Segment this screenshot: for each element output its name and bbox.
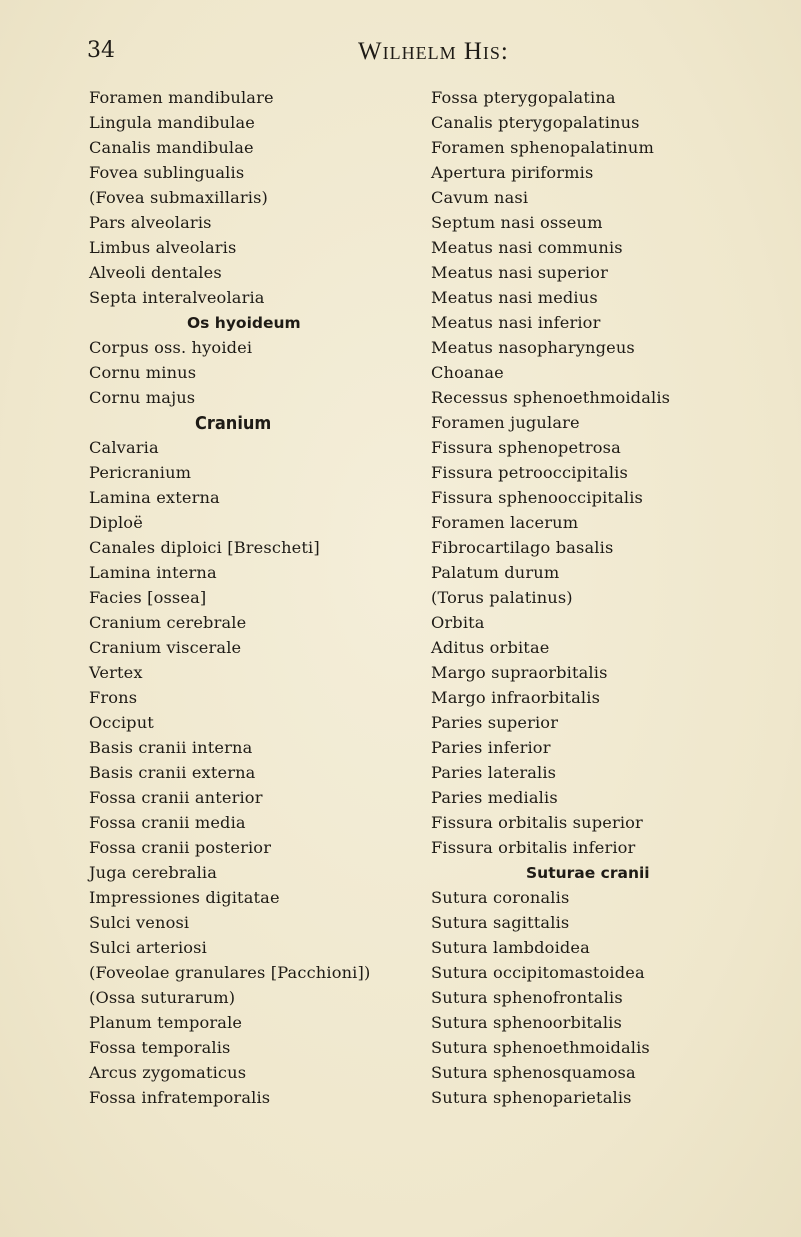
- term-entry: Canalis pterygopalatinus: [431, 113, 640, 132]
- term-entry: Canalis mandibulae: [89, 138, 254, 157]
- section-heading: Cranium: [195, 413, 272, 434]
- term-entry: Meatus nasopharyngeus: [431, 338, 635, 357]
- term-entry: Fossa temporalis: [89, 1038, 231, 1057]
- term-entry: Sutura occipitomastoidea: [431, 963, 645, 982]
- right-column: [431, 85, 791, 1110]
- term-entry: Fibrocartilago basalis: [431, 538, 614, 557]
- term-entry: Fissura orbitalis superior: [431, 813, 643, 832]
- term-entry: Foramen jugulare: [431, 413, 580, 432]
- term-entry: Sutura coronalis: [431, 888, 570, 907]
- term-entry: Vertex: [89, 663, 143, 682]
- term-entry: Lingula mandibulae: [89, 113, 255, 132]
- left-column: [89, 85, 409, 1110]
- term-entry: Lamina interna: [89, 563, 217, 582]
- term-entry: Paries lateralis: [431, 763, 557, 782]
- term-entry: Alveoli dentales: [89, 263, 222, 282]
- term-entry: Sutura sphenosquamosa: [431, 1063, 636, 1082]
- term-entry: Meatus nasi inferior: [431, 313, 601, 332]
- term-entry: Corpus oss. hyoidei: [89, 338, 253, 357]
- section-heading: Os hyoideum: [187, 314, 301, 332]
- term-entry: Foramen lacerum: [431, 513, 579, 532]
- term-entry: (Torus palatinus): [431, 588, 573, 607]
- page-number: 34: [87, 38, 115, 63]
- running-head: [0, 38, 801, 68]
- term-entry: Basis cranii externa: [89, 763, 256, 782]
- term-entry: Sutura sphenofrontalis: [431, 988, 623, 1007]
- term-entry: Margo infraorbitalis: [431, 688, 601, 707]
- term-entry: Paries medialis: [431, 788, 558, 807]
- term-entry: Cornu minus: [89, 363, 197, 382]
- term-entry: Pars alveolaris: [89, 213, 212, 232]
- term-entry: Paries inferior: [431, 738, 551, 757]
- term-entry: Cranium viscerale: [89, 638, 242, 657]
- term-entry: Limbus alveolaris: [89, 238, 237, 257]
- term-entry: Septa interalveolaria: [89, 288, 265, 307]
- term-entry: Impressiones digitatae: [89, 888, 280, 907]
- term-entry: Lamina externa: [89, 488, 220, 507]
- term-entry: Septum nasi osseum: [431, 213, 603, 232]
- running-title: Wilhelm His:: [358, 38, 509, 65]
- term-entry: Fissura sphenopetrosa: [431, 438, 621, 457]
- term-entry: Sutura sphenoparietalis: [431, 1088, 632, 1107]
- term-entry: Foramen sphenopalatinum: [431, 138, 655, 157]
- term-entry: Arcus zygomaticus: [89, 1063, 247, 1082]
- term-entry: Sutura sphenoorbitalis: [431, 1013, 622, 1032]
- term-entry: Meatus nasi medius: [431, 288, 598, 307]
- term-entry: Fissura sphenooccipitalis: [431, 488, 643, 507]
- term-entry: Planum temporale: [89, 1013, 243, 1032]
- term-entry: Facies [ossea]: [89, 588, 207, 607]
- term-entry: Sutura sagittalis: [431, 913, 570, 932]
- term-entry: Orbita: [431, 613, 485, 632]
- section-heading: Suturae cranii: [526, 864, 650, 882]
- term-entry: Fossa cranii posterior: [89, 838, 272, 857]
- term-entry: Palatum durum: [431, 563, 560, 582]
- term-entry: Fissura petrooccipitalis: [431, 463, 628, 482]
- term-entry: Choanae: [431, 363, 504, 382]
- term-entry: Cornu majus: [89, 388, 196, 407]
- term-entry: Margo supraorbitalis: [431, 663, 608, 682]
- term-entry: Fossa cranii media: [89, 813, 246, 832]
- term-entry: Juga cerebralia: [89, 863, 218, 882]
- term-entry: (Fovea submaxillaris): [89, 188, 269, 207]
- term-entry: Basis cranii interna: [89, 738, 253, 757]
- term-entry: Aditus orbitae: [431, 638, 550, 657]
- term-entry: Paries superior: [431, 713, 559, 732]
- term-entry: Foramen mandibulare: [89, 88, 274, 107]
- term-entry: Meatus nasi superior: [431, 263, 608, 282]
- term-entry: Pericranium: [89, 463, 192, 482]
- term-entry: Sulci arteriosi: [89, 938, 207, 957]
- term-entry: Diploë: [89, 513, 143, 532]
- term-entry: Recessus sphenoethmoidalis: [431, 388, 671, 407]
- term-entry: Apertura piriformis: [431, 163, 594, 182]
- term-entry: Sutura sphenoethmoidalis: [431, 1038, 650, 1057]
- term-entry: Cavum nasi: [431, 188, 529, 207]
- term-entry: Frons: [89, 688, 138, 707]
- term-entry: Fossa pterygopalatina: [431, 88, 616, 107]
- term-entry: Calvaria: [89, 438, 159, 457]
- term-entry: (Foveolae granulares [Pacchioni]): [89, 963, 371, 982]
- term-entry: (Ossa suturarum): [89, 988, 236, 1007]
- term-entry: Sulci venosi: [89, 913, 190, 932]
- term-entry: Fissura orbitalis inferior: [431, 838, 636, 857]
- term-entry: Sutura lambdoidea: [431, 938, 590, 957]
- term-entry: Fossa cranii anterior: [89, 788, 263, 807]
- term-entry: Fovea sublingualis: [89, 163, 245, 182]
- term-entry: Fossa infratemporalis: [89, 1088, 271, 1107]
- term-entry: Occiput: [89, 713, 154, 732]
- term-entry: Cranium cerebrale: [89, 613, 247, 632]
- term-entry: Meatus nasi communis: [431, 238, 623, 257]
- term-entry: Canales diploici [Brescheti]: [89, 538, 320, 557]
